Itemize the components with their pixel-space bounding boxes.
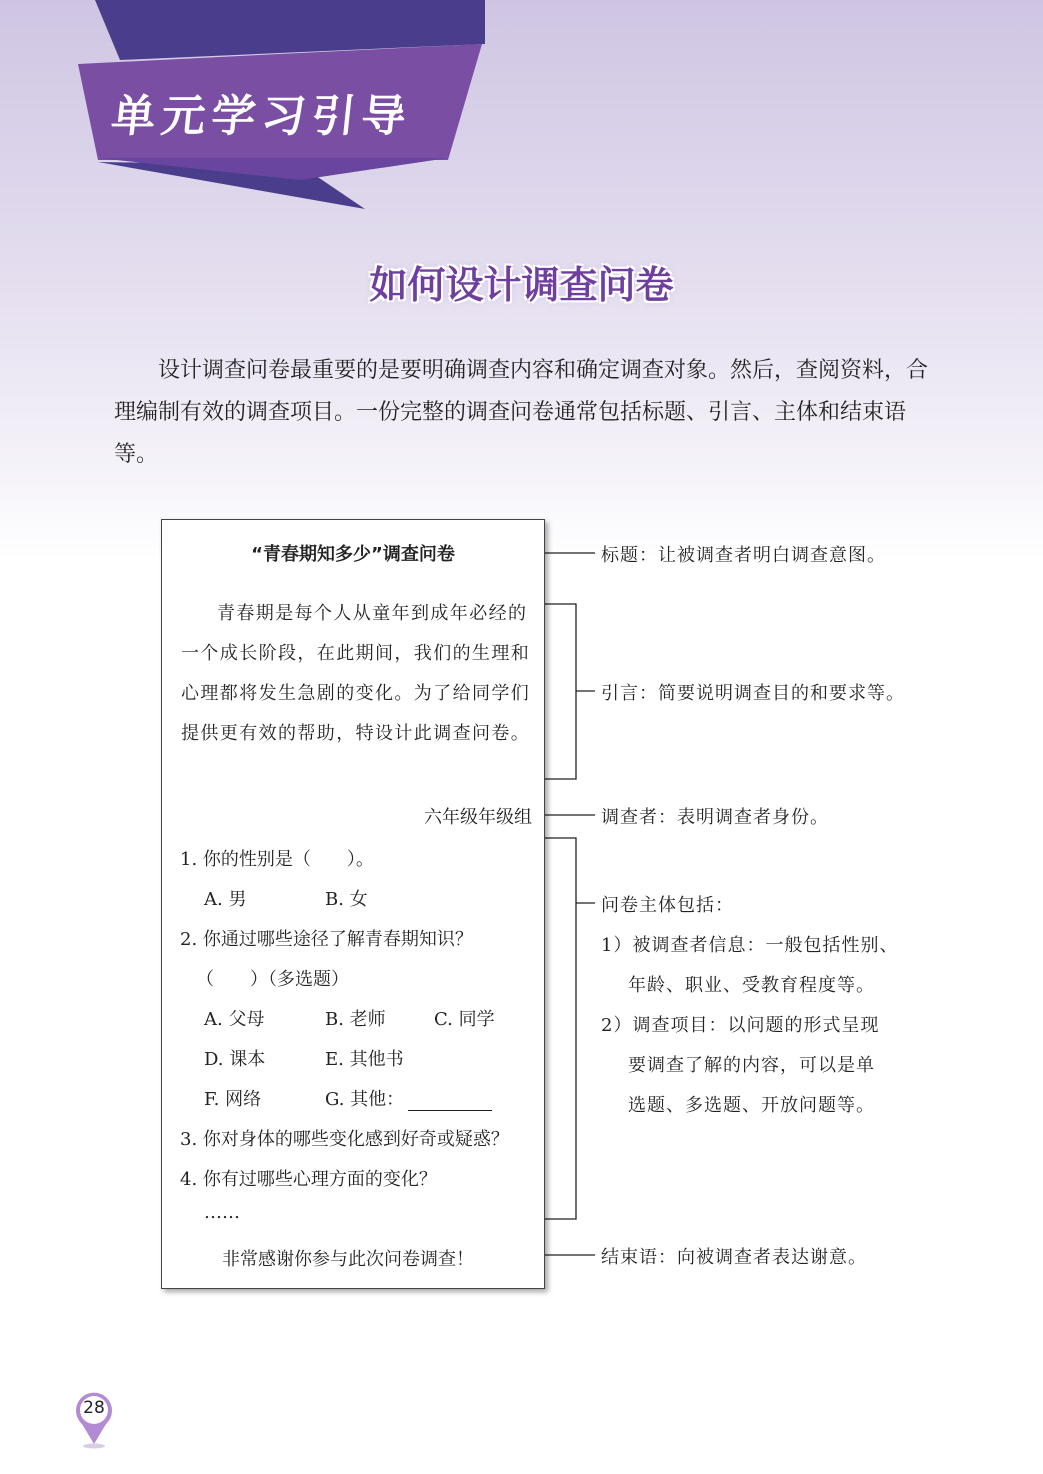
annotation-body-heading: 问卷主体包括： xyxy=(601,895,734,916)
annotation-closing: 结束语：向被调查者表达谢意。 xyxy=(601,1247,867,1268)
annotation-title: 标题：让被调查者明白调查意图。 xyxy=(601,545,886,566)
question-2-option-f: F. 网络 xyxy=(204,1089,262,1110)
question-2-option-b: B. 老师 xyxy=(325,1009,386,1030)
questionnaire-closing: 非常感谢你参与此次问卷调查！ xyxy=(222,1249,474,1270)
banner-title: 单元学习引导 xyxy=(108,91,415,142)
question-2-option-e: E. 其他书 xyxy=(325,1049,404,1070)
annotation-intro: 引言：简要说明调查目的和要求等。 xyxy=(601,683,905,704)
question-2-option-a: A. 父母 xyxy=(204,1009,265,1030)
annotation-body-item1-line2: 年龄、职业、受教育程度等。 xyxy=(628,975,875,996)
fill-in-blank xyxy=(408,1092,492,1111)
annotation-body-item2-line3: 选题、多选题、开放问题等。 xyxy=(628,1095,875,1116)
annotation-body-item1-line1: 1）被调查者信息：一般包括性别、 xyxy=(601,935,899,956)
question-2: 2. 你通过哪些途径了解青春期知识？ xyxy=(180,929,473,950)
question-2-option-c: C. 同学 xyxy=(434,1009,495,1030)
annotation-surveyor: 调查者：表明调查者身份。 xyxy=(601,807,829,828)
question-1-option-b: B. 女 xyxy=(325,889,368,910)
question-3: 3. 你对身体的哪些变化感到好奇或疑惑？ xyxy=(180,1129,509,1150)
page-number: 28 xyxy=(83,1398,105,1418)
page-number-marker xyxy=(74,1388,114,1450)
question-2-option-d: D. 课本 xyxy=(204,1049,266,1070)
question-1-option-a: A. 男 xyxy=(204,889,247,910)
intro-paragraph: 设计调查问卷最重要的是要明确调查内容和确定调查对象。然后，查阅资料，合理编制有效的调查项目。一份完整的调查问卷通常包括标题、引言、主体和结束语等。 xyxy=(114,358,929,467)
annotation-body-item2-line1: 2）调查项目：以问题的形式呈现 xyxy=(601,1015,880,1036)
section-title: 如何设计调查问卷 xyxy=(369,263,674,307)
annotation-body-item2-line2: 要调查了解的内容，可以是单 xyxy=(628,1055,875,1076)
question-2-option-g-label: G. 其他： xyxy=(325,1089,405,1110)
question-2-option-g xyxy=(325,1085,492,1111)
question-1: 1. 你的性别是（ ）。 xyxy=(180,849,374,870)
questionnaire-sample xyxy=(161,519,545,1289)
ellipsis: …… xyxy=(204,1202,240,1223)
questionnaire-title: “青春期知多少”调查问卷 xyxy=(251,544,455,565)
question-4: 4. 你有过哪些心理方面的变化？ xyxy=(180,1169,437,1190)
questionnaire-signer: 六年级年级组 xyxy=(424,807,532,828)
question-2-note: （ ）（多选题） xyxy=(196,969,349,990)
questionnaire-intro: 青春期是每个人从童年到成年必经的一个成长阶段，在此期间，我们的生理和心理都将发生急剧的变化。为了给同学们提供更有效的帮助，特设计此调查问卷。 xyxy=(181,603,531,744)
